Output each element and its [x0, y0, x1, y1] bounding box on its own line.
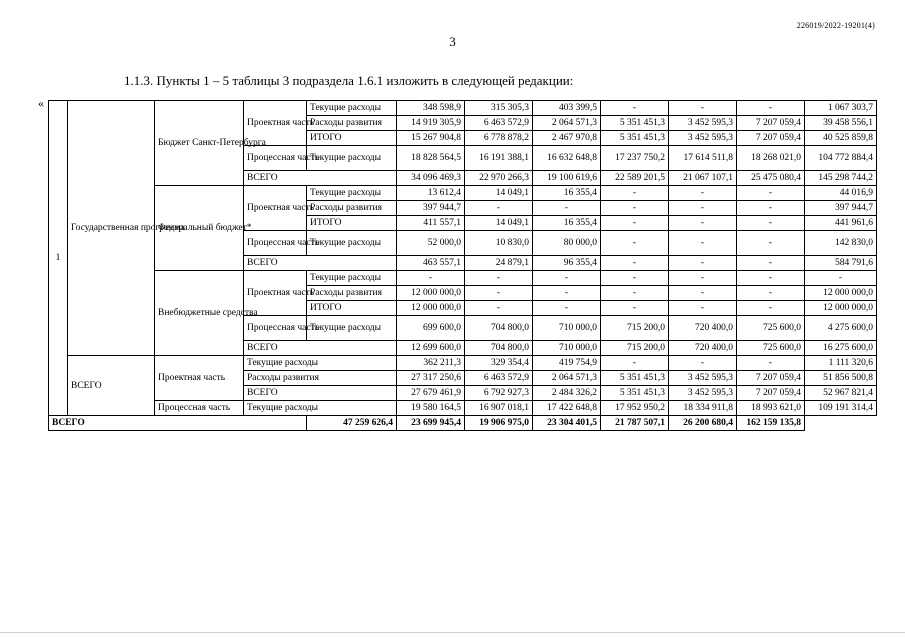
- cell: -: [533, 271, 601, 286]
- cell: 329 354,4: [465, 356, 533, 371]
- cell: 22 970 266,3: [465, 171, 533, 186]
- cell: 18 268 021,0: [737, 146, 805, 171]
- cell: 96 355,4: [533, 256, 601, 271]
- cell: -: [669, 301, 737, 316]
- cell: 7 207 059,4: [737, 116, 805, 131]
- budget-spb-label: Бюджет Санкт-Петербурга: [155, 101, 244, 186]
- cell: 715 200,0: [601, 341, 669, 356]
- cell: 699 600,0: [397, 316, 465, 341]
- cell: -: [465, 201, 533, 216]
- process-label: Процессная часть: [244, 231, 307, 256]
- cell: -: [737, 356, 805, 371]
- page-number: 3: [449, 34, 456, 49]
- vsego-section-label: ВСЕГО: [68, 356, 155, 416]
- cell: 27 679 461,9: [397, 386, 465, 401]
- cell: -: [601, 271, 669, 286]
- cell: 18 993 621,0: [737, 401, 805, 416]
- cell: 142 830,0: [805, 231, 877, 256]
- process-label: Процессная часть: [244, 316, 307, 341]
- cell: 6 463 572,9: [465, 371, 533, 386]
- cell: -: [397, 271, 465, 286]
- cell: -: [533, 201, 601, 216]
- cell: 16 632 648,8: [533, 146, 601, 171]
- cell: 7 207 059,4: [737, 371, 805, 386]
- cell: 17 952 950,2: [601, 401, 669, 416]
- cell: 39 458 556,1: [805, 116, 877, 131]
- itogo-label: ИТОГО: [307, 301, 397, 316]
- process-section-label: Процессная часть: [155, 401, 244, 416]
- tekushchie-label: Текущие расходы: [307, 271, 397, 286]
- cell: 44 016,9: [805, 186, 877, 201]
- cell: 13 612,4: [397, 186, 465, 201]
- table-row: [49, 356, 877, 371]
- cell: -: [669, 186, 737, 201]
- tekushchie-label: Текущие расходы: [244, 356, 397, 371]
- proekt-label: Проектная часть: [244, 271, 307, 316]
- cell: 3 452 595,3: [669, 386, 737, 401]
- vsego-label: ВСЕГО: [244, 386, 397, 401]
- cell: 26 200 680,4: [669, 416, 737, 431]
- cell: -: [465, 301, 533, 316]
- cell: 12 699 600,0: [397, 341, 465, 356]
- table-row: [49, 271, 877, 286]
- cell: 145 298 744,2: [805, 171, 877, 186]
- scan-edge-line: [0, 632, 905, 633]
- cell: 710 000,0: [533, 316, 601, 341]
- table-row: [49, 401, 877, 416]
- cell: -: [601, 201, 669, 216]
- cell: 109 191 314,4: [805, 401, 877, 416]
- intro-text: 1.1.3. Пункты 1 – 5 таблицы 3 подраздела 1.6.1 изложить в следующей редакции:: [124, 73, 574, 88]
- cell: 725 600,0: [737, 316, 805, 341]
- vsego-label: ВСЕГО: [244, 256, 397, 271]
- tekushchie-label: Текущие расходы: [307, 231, 397, 256]
- cell: 15 267 904,8: [397, 131, 465, 146]
- cell: -: [465, 271, 533, 286]
- cell: 710 000,0: [533, 341, 601, 356]
- cell: 19 100 619,6: [533, 171, 601, 186]
- cell: 315 305,3: [465, 101, 533, 116]
- proekt-label: Проектная часть: [244, 186, 307, 231]
- razvitiya-label: Расходы развития: [307, 116, 397, 131]
- cell: 18 334 911,8: [669, 401, 737, 416]
- cell: -: [669, 271, 737, 286]
- cell: 17 422 648,8: [533, 401, 601, 416]
- gosprog-label: Государственная программа: [68, 101, 155, 356]
- cell: -: [601, 286, 669, 301]
- cell: 24 879,1: [465, 256, 533, 271]
- cell: -: [601, 301, 669, 316]
- cell: 348 598,9: [397, 101, 465, 116]
- cell: 2 467 970,8: [533, 131, 601, 146]
- tekushchie-label: Текущие расходы: [307, 186, 397, 201]
- process-label: Процессная часть: [244, 146, 307, 171]
- cell: 16 191 388,1: [465, 146, 533, 171]
- grand-total-label: ВСЕГО: [49, 416, 307, 431]
- cell: 725 600,0: [737, 341, 805, 356]
- cell: -: [669, 201, 737, 216]
- vnebudg-label: Внебюджетные средства: [155, 271, 244, 356]
- row-number: 1: [49, 101, 68, 416]
- cell: 104 772 884,4: [805, 146, 877, 171]
- cell: 403 399,5: [533, 101, 601, 116]
- cell: 1 067 303,7: [805, 101, 877, 116]
- razvitiya-label: Расходы развития: [307, 201, 397, 216]
- cell: -: [737, 271, 805, 286]
- cell: 14 049,1: [465, 216, 533, 231]
- itogo-label: ИТОГО: [307, 131, 397, 146]
- cell: 14 919 305,9: [397, 116, 465, 131]
- cell: -: [737, 186, 805, 201]
- cell: -: [737, 216, 805, 231]
- cell: 411 557,1: [397, 216, 465, 231]
- cell: 80 000,0: [533, 231, 601, 256]
- cell: 584 791,6: [805, 256, 877, 271]
- cell: -: [737, 286, 805, 301]
- cell: 16 275 600,0: [805, 341, 877, 356]
- cell: 23 699 945,4: [397, 416, 465, 431]
- cell: -: [601, 216, 669, 231]
- cell: 19 906 975,0: [465, 416, 533, 431]
- cell: -: [601, 186, 669, 201]
- cell: -: [601, 256, 669, 271]
- cell: -: [669, 216, 737, 231]
- cell: 12 000 000,0: [397, 286, 465, 301]
- cell: 7 207 059,4: [737, 131, 805, 146]
- cell: 162 159 135,8: [737, 416, 805, 431]
- proekt-label: Проектная часть: [244, 101, 307, 146]
- razvitiya-label: Расходы развития: [244, 371, 397, 386]
- cell: 18 828 564,5: [397, 146, 465, 171]
- itogo-label: ИТОГО: [307, 216, 397, 231]
- cell: 1 111 320,6: [805, 356, 877, 371]
- cell: -: [737, 231, 805, 256]
- cell: 4 275 600,0: [805, 316, 877, 341]
- cell: 720 400,0: [669, 316, 737, 341]
- cell: 25 475 080,4: [737, 171, 805, 186]
- fed-budget-label: Федеральный бюджет*: [155, 186, 244, 271]
- cell: -: [805, 271, 877, 286]
- cell: 16 355,4: [533, 186, 601, 201]
- cell: 40 525 859,8: [805, 131, 877, 146]
- budget-table: [48, 100, 877, 431]
- cell: 17 614 511,8: [669, 146, 737, 171]
- cell: 7 207 059,4: [737, 386, 805, 401]
- cell: 19 580 164,5: [397, 401, 465, 416]
- cell: 3 452 595,3: [669, 371, 737, 386]
- table-row-grand-total: [49, 416, 877, 431]
- cell: 397 944,7: [397, 201, 465, 216]
- cell: -: [533, 301, 601, 316]
- cell: 720 400,0: [669, 341, 737, 356]
- cell: 12 000 000,0: [805, 286, 877, 301]
- cell: -: [669, 256, 737, 271]
- cell: 5 351 451,3: [601, 131, 669, 146]
- vsego-label: ВСЕГО: [244, 171, 397, 186]
- tekushchie-label: Текущие расходы: [244, 401, 397, 416]
- cell: 2 064 571,3: [533, 371, 601, 386]
- cell: 6 778 878,2: [465, 131, 533, 146]
- tekushchie-label: Текущие расходы: [307, 146, 397, 171]
- cell: 47 259 626,4: [307, 416, 397, 431]
- cell: 3 452 595,3: [669, 116, 737, 131]
- cell: 12 000 000,0: [397, 301, 465, 316]
- cell: 10 830,0: [465, 231, 533, 256]
- cell: 397 944,7: [805, 201, 877, 216]
- cell: 27 317 250,6: [397, 371, 465, 386]
- cell: -: [737, 301, 805, 316]
- cell: 21 067 107,1: [669, 171, 737, 186]
- cell: 5 351 451,3: [601, 371, 669, 386]
- cell: -: [669, 356, 737, 371]
- cell: -: [601, 356, 669, 371]
- cell: 6 792 927,3: [465, 386, 533, 401]
- cell: 21 787 507,1: [601, 416, 669, 431]
- cell: 17 237 750,2: [601, 146, 669, 171]
- cell: 463 557,1: [397, 256, 465, 271]
- cell: 5 351 451,3: [601, 386, 669, 401]
- cell: 51 856 500,8: [805, 371, 877, 386]
- cell: -: [669, 101, 737, 116]
- cell: 16 907 018,1: [465, 401, 533, 416]
- cell: 2 064 571,3: [533, 116, 601, 131]
- cell: 34 096 469,3: [397, 171, 465, 186]
- cell: -: [669, 286, 737, 301]
- cell: 6 463 572,9: [465, 116, 533, 131]
- cell: 419 754,9: [533, 356, 601, 371]
- razvitiya-label: Расходы развития: [307, 286, 397, 301]
- cell: -: [669, 231, 737, 256]
- proekt-section-label: Проектная часть: [155, 356, 244, 401]
- cell: 3 452 595,3: [669, 131, 737, 146]
- cell: 715 200,0: [601, 316, 669, 341]
- cell: -: [737, 256, 805, 271]
- table-row: [49, 186, 877, 201]
- cell: -: [737, 101, 805, 116]
- cell: 16 355,4: [533, 216, 601, 231]
- cell: 441 961,6: [805, 216, 877, 231]
- cell: 704 800,0: [465, 316, 533, 341]
- cell: 12 000 000,0: [805, 301, 877, 316]
- cell: -: [601, 101, 669, 116]
- table-row: [49, 101, 877, 116]
- cell: 14 049,1: [465, 186, 533, 201]
- cell: 23 304 401,5: [533, 416, 601, 431]
- cell: 52 000,0: [397, 231, 465, 256]
- cell: 362 211,3: [397, 356, 465, 371]
- tekushchie-label: Текущие расходы: [307, 316, 397, 341]
- cell: -: [533, 286, 601, 301]
- cell: -: [465, 286, 533, 301]
- cell: -: [601, 231, 669, 256]
- cell: 5 351 451,3: [601, 116, 669, 131]
- open-quote: «: [38, 96, 44, 110]
- cell: 22 589 201,5: [601, 171, 669, 186]
- document-id: 226019/2022-19201(4): [796, 21, 875, 30]
- cell: -: [737, 201, 805, 216]
- cell: 704 800,0: [465, 341, 533, 356]
- vsego-label: ВСЕГО: [244, 341, 397, 356]
- tekushchie-label: Текущие расходы: [307, 101, 397, 116]
- cell: 52 967 821,4: [805, 386, 877, 401]
- cell: 2 484 326,2: [533, 386, 601, 401]
